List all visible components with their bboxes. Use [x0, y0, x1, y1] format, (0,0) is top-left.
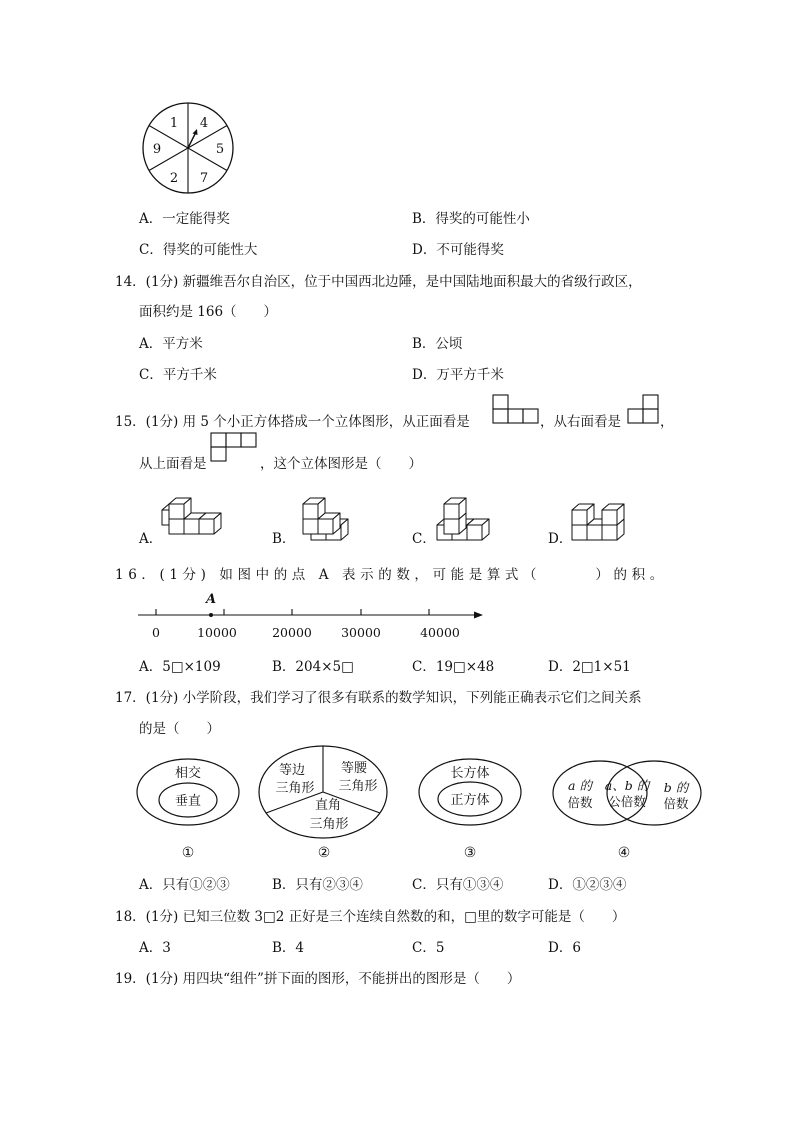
- svg-text:②: ②: [317, 845, 331, 861]
- svg-text:长方体: 长方体: [450, 766, 490, 781]
- svg-text:①: ①: [181, 845, 195, 861]
- wheel-number: 5: [215, 142, 225, 157]
- q13-option-a[interactable]: A．一定能得奖: [139, 211, 230, 227]
- tick-label: 20000: [272, 625, 312, 640]
- svg-text:b 的: b 的: [663, 780, 689, 795]
- q13-option-c[interactable]: C．得奖的可能性大: [139, 242, 258, 258]
- cube-figure-c: [435, 484, 515, 542]
- tick-label: 0: [152, 625, 160, 640]
- svg-text:③: ③: [463, 845, 477, 861]
- svg-text:倍数: 倍数: [663, 796, 689, 811]
- svg-text:④: ④: [617, 845, 631, 861]
- tick-label: 30000: [341, 625, 381, 640]
- wheel-number: 7: [199, 171, 209, 186]
- number-line: [135, 590, 490, 644]
- point-a-marker: [209, 613, 213, 617]
- point-a-label: A: [205, 592, 217, 607]
- q18-stem: 18．(1分) 已知三位数 3□2 正好是三个连续自然数的和，□里的数字可能是（ ）: [115, 909, 626, 925]
- front-view-figure: [492, 394, 540, 424]
- venn-diagram-3: [415, 758, 525, 868]
- venn-diagram-2: [258, 745, 394, 868]
- q15-option-d[interactable]: D．: [548, 531, 573, 547]
- q17-option-b[interactable]: B．只有②③④: [272, 877, 363, 893]
- q19-stem: 19．(1分) 用四块“组件”拼下面的图形，不能拼出的图形是（ ）: [115, 971, 521, 987]
- q14-option-c[interactable]: C．平方千米: [139, 367, 217, 383]
- tick-label: 10000: [197, 625, 237, 640]
- svg-text:a、b 的: a、b 的: [604, 778, 650, 793]
- svg-text:倍数: 倍数: [567, 795, 593, 810]
- spinner-wheel: [141, 100, 237, 196]
- q13-option-b[interactable]: B．得奖的可能性小: [412, 211, 530, 227]
- svg-text:等腰: 等腰: [340, 761, 368, 776]
- venn-diagram-4: [552, 760, 707, 868]
- q13-option-d[interactable]: D．不可能得奖: [412, 242, 504, 258]
- q15-option-b[interactable]: B．: [272, 531, 296, 547]
- q18-option-c[interactable]: C．5: [412, 940, 445, 956]
- venn-diagram-1: [136, 758, 246, 868]
- svg-text:相交: 相交: [174, 766, 202, 781]
- q15-stem-line1b: ，从右面看是: [540, 414, 621, 430]
- q15-option-c[interactable]: C．: [412, 531, 436, 547]
- wheel-number: 1: [169, 116, 179, 131]
- wheel-number: 4: [199, 116, 209, 131]
- right-view-figure: [626, 394, 660, 424]
- q17-option-a[interactable]: A．只有①②③: [139, 877, 230, 893]
- q16-option-d[interactable]: D．2□1×51: [548, 659, 631, 675]
- q18-option-a[interactable]: A．3: [139, 940, 171, 956]
- q18-option-d[interactable]: D．6: [548, 940, 581, 956]
- cube-figure-d: [570, 490, 650, 542]
- svg-text:等边: 等边: [278, 763, 306, 778]
- q15-option-a[interactable]: A．: [139, 531, 163, 547]
- wheel-number: 2: [169, 171, 179, 186]
- q16-option-b[interactable]: B．204×5□: [272, 659, 354, 675]
- q17-option-d[interactable]: D．①②③④: [548, 877, 627, 893]
- q14-option-d[interactable]: D．万平方千米: [412, 367, 504, 383]
- top-view-figure: [210, 432, 260, 464]
- svg-text:正方体: 正方体: [450, 793, 490, 808]
- wheel-number: 9: [152, 142, 162, 157]
- q18-option-b[interactable]: B．4: [272, 940, 305, 956]
- svg-text:垂直: 垂直: [174, 794, 202, 809]
- svg-text:a 的: a 的: [568, 778, 592, 793]
- cube-figure-a: [160, 484, 240, 542]
- svg-text:三角形: 三角形: [309, 817, 349, 832]
- q15-stem-line2b: ，这个立体图形是（ ）: [260, 456, 422, 472]
- q17-stem-line2: 的是（ ）: [139, 721, 220, 737]
- q16-option-c[interactable]: C．19□×48: [412, 659, 495, 675]
- cube-figure-b: [294, 490, 374, 542]
- q14-option-b[interactable]: B．公顷: [412, 336, 463, 352]
- q14-stem-line2: 面积约是 166（ ）: [139, 304, 278, 320]
- q14-stem-line1: 14．(1分) 新疆维吾尔自治区，位于中国西北边陲，是中国陆地面积最大的省级行政区，: [115, 274, 642, 290]
- q15-stem-line1c: ，: [660, 414, 674, 430]
- svg-text:直角: 直角: [314, 798, 342, 813]
- q15-stem-line2a: 从上面看是: [139, 456, 207, 472]
- q14-option-a[interactable]: A．平方米: [139, 336, 203, 352]
- svg-text:三角形: 三角形: [338, 779, 378, 794]
- tick-label: 40000: [420, 625, 460, 640]
- svg-text:公倍数: 公倍数: [608, 794, 646, 809]
- q15-stem-line1a: 15．(1分) 用 5 个小正方体搭成一个立体图形，从正面看是: [115, 414, 470, 430]
- q17-option-c[interactable]: C．只有①③④: [412, 877, 504, 893]
- q16-stem: 16．(1分) 如图中的点 A 表示的数，可能是算式（ ）的积。: [115, 567, 668, 583]
- svg-text:三角形: 三角形: [275, 781, 315, 796]
- q17-stem-line1: 17．(1分) 小学阶段，我们学习了很多有联系的数学知识，下列能正确表示它们之间关系: [115, 690, 642, 706]
- q16-option-a[interactable]: A．5□×109: [139, 659, 221, 675]
